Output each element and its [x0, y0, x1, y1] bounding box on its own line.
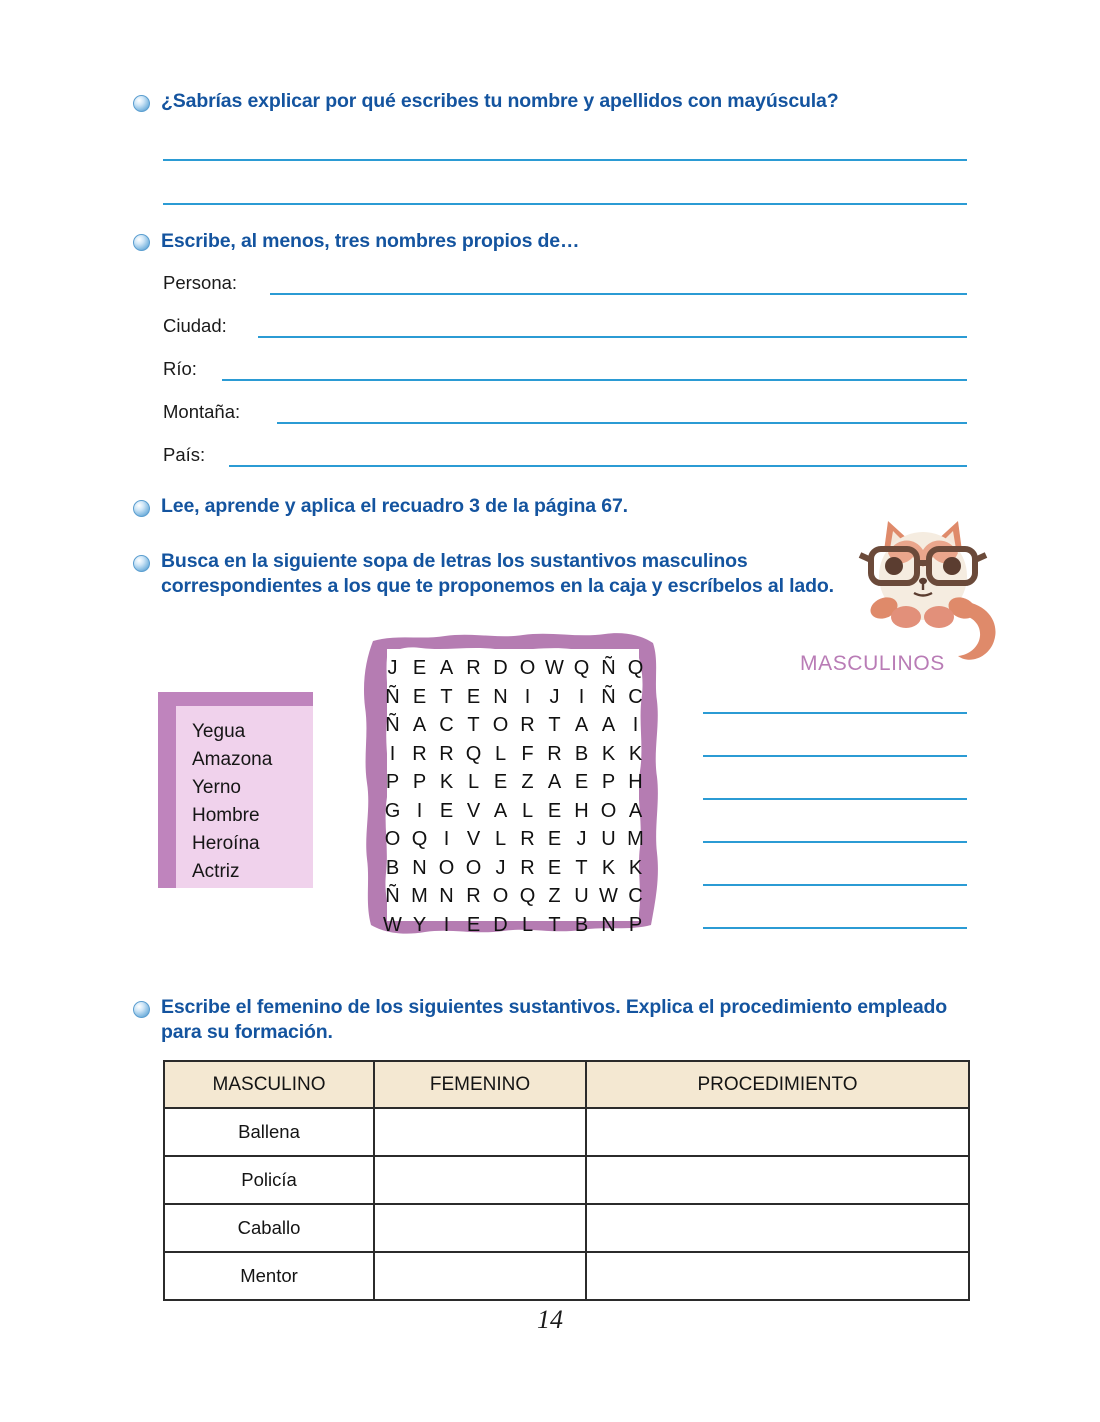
word-list-box-face	[176, 706, 313, 888]
word-search-cell[interactable]: K	[439, 771, 454, 793]
word-search-cell[interactable]: P	[412, 771, 427, 793]
word-search-cell[interactable]: E	[412, 685, 427, 708]
word-search-cell[interactable]: J	[576, 828, 587, 850]
word-search-cell[interactable]: Ñ	[385, 714, 400, 736]
word-search-cell[interactable]: P	[628, 913, 643, 936]
word-search-cell[interactable]: A	[601, 714, 616, 736]
word-search-cell[interactable]: V	[466, 799, 481, 822]
field-line-rio[interactable]	[222, 379, 967, 381]
masculinos-answer-line[interactable]	[703, 712, 967, 714]
question-3-text: Lee, aprende y aplica el recuadro 3 de la página 67.	[161, 495, 628, 517]
word-search-cell[interactable]: C	[439, 714, 454, 736]
word-search-cell[interactable]: E	[466, 913, 481, 936]
word-search-cell[interactable]: E	[493, 771, 508, 793]
word-search-cell[interactable]: W	[545, 657, 564, 679]
answer-line[interactable]	[163, 159, 967, 161]
word-list-item: Yerno	[192, 777, 241, 798]
word-search-cell[interactable]: B	[574, 742, 589, 765]
table-row	[164, 1156, 969, 1204]
word-search-cell[interactable]: R	[466, 885, 481, 907]
word-search-cell[interactable]: L	[494, 828, 507, 850]
cell-masculino: Caballo	[164, 1204, 374, 1252]
word-search-cell[interactable]: W	[383, 913, 402, 936]
word-list-item: Actriz	[192, 861, 240, 882]
table-row	[164, 1108, 969, 1156]
question-4-text: Busca en la siguiente sopa de letras los sustantivos masculinos correspondientes a los que te proponemos en la caja y escríbelos al lado.	[161, 550, 834, 597]
word-list-item: Yegua	[192, 721, 246, 742]
word-search-cell[interactable]: Ñ	[601, 685, 616, 708]
word-search-cell[interactable]: K	[601, 742, 616, 765]
answer-line[interactable]	[163, 203, 967, 205]
word-search-cell[interactable]: I	[578, 685, 585, 708]
word-search-cell[interactable]: O	[492, 714, 509, 736]
cell-masculino: Mentor	[164, 1252, 374, 1300]
word-list-box-top-edge	[158, 692, 313, 706]
cell-procedimiento[interactable]	[586, 1156, 969, 1204]
word-search-cell[interactable]: A	[547, 771, 562, 793]
word-search-cell[interactable]: I	[524, 685, 531, 708]
word-search-cell[interactable]: G	[384, 799, 401, 822]
word-list-item: Heroína	[192, 833, 260, 854]
word-search-cell[interactable]: Q	[465, 742, 482, 765]
word-search-cell[interactable]: E	[547, 799, 562, 822]
word-search-cell[interactable]: N	[412, 856, 427, 879]
field-line-persona[interactable]	[270, 293, 967, 295]
cell-masculino: Policía	[164, 1156, 374, 1204]
table-row	[164, 1252, 969, 1300]
word-search-cell[interactable]: E	[547, 828, 562, 850]
page-number: 14	[537, 1305, 563, 1334]
word-search-cell[interactable]: H	[574, 799, 589, 822]
word-search-cell[interactable]: O	[465, 856, 482, 879]
word-search-cell[interactable]: N	[439, 885, 454, 907]
field-label-rio: Río:	[163, 358, 197, 379]
word-search-cell[interactable]: O	[600, 799, 617, 822]
word-search-cell[interactable]: Q	[627, 657, 644, 679]
word-search-cell[interactable]: P	[385, 771, 400, 793]
cell-procedimiento[interactable]	[586, 1204, 969, 1252]
word-list-item: Hombre	[192, 805, 260, 826]
field-line-ciudad[interactable]	[258, 336, 967, 338]
cell-femenino[interactable]	[374, 1108, 586, 1156]
word-search-cell[interactable]: Z	[521, 771, 534, 793]
masculinos-answer-line[interactable]	[703, 884, 967, 886]
word-search-cell[interactable]: U	[601, 828, 616, 850]
question-5-text: Escribe el femenino de los siguientes sustantivos. Explica el procedimiento empleado para su formación.	[161, 996, 948, 1043]
word-search-cell[interactable]: V	[466, 828, 481, 850]
word-search-cell[interactable]: M	[627, 828, 644, 850]
cell-femenino[interactable]	[374, 1156, 586, 1204]
bullet-sphere-icon	[133, 555, 150, 572]
word-search-cell[interactable]: I	[389, 742, 396, 765]
word-search-cell[interactable]: W	[599, 885, 618, 907]
word-search-cell[interactable]: U	[574, 885, 589, 907]
word-search-cell[interactable]: R	[520, 856, 535, 879]
word-search-cell[interactable]: L	[494, 742, 507, 765]
word-search-cell[interactable]: I	[632, 714, 639, 736]
word-search-cell[interactable]: E	[547, 856, 562, 879]
word-search-cell[interactable]: F	[521, 742, 534, 765]
word-search-cell[interactable]: E	[439, 799, 454, 822]
answers-heading-masculinos: MASCULINOS	[800, 652, 945, 675]
word-search-cell[interactable]: T	[467, 714, 480, 736]
table-header-masculino: MASCULINO	[164, 1061, 374, 1108]
bullet-sphere-icon	[133, 1001, 150, 1018]
word-list-item: Amazona	[192, 749, 273, 770]
word-search-cell[interactable]: O	[438, 856, 455, 879]
word-search-cell[interactable]: N	[493, 685, 508, 708]
word-search-cell[interactable]: B	[574, 913, 589, 936]
table-header-femenino: FEMENINO	[374, 1061, 586, 1108]
cell-procedimiento[interactable]	[586, 1108, 969, 1156]
question-1-text: ¿Sabrías explicar por qué escribes tu nombre y apellidos con mayúscula?	[161, 90, 839, 112]
word-search-cell[interactable]: A	[493, 799, 508, 822]
question-2-text: Escribe, al menos, tres nombres propios de…	[161, 230, 580, 252]
bullet-sphere-icon	[133, 500, 150, 517]
word-search-cell[interactable]: R	[466, 657, 481, 679]
word-search-cell[interactable]: O	[384, 828, 401, 850]
field-label-persona: Persona:	[163, 272, 238, 293]
word-list-box	[158, 692, 313, 888]
word-search-puzzle[interactable]	[357, 627, 667, 945]
word-search-cell[interactable]: N	[601, 913, 616, 936]
bullet-sphere-icon	[133, 95, 150, 112]
word-search-cell[interactable]: P	[601, 771, 616, 793]
table-header-row	[164, 1061, 969, 1108]
field-label-ciudad: Ciudad:	[163, 315, 227, 336]
cell-femenino[interactable]	[374, 1204, 586, 1252]
word-list	[192, 718, 313, 886]
word-search-cell[interactable]: Y	[412, 913, 427, 936]
masculinos-answer-line[interactable]	[703, 755, 967, 757]
table-header-procedimiento: PROCEDIMIENTO	[586, 1061, 969, 1108]
word-search-cell[interactable]: L	[521, 913, 534, 936]
word-search-cell[interactable]: K	[601, 856, 616, 879]
word-search-cell[interactable]: R	[520, 714, 535, 736]
field-label-pais: País:	[163, 444, 206, 465]
word-search-cell[interactable]: R	[439, 742, 454, 765]
word-search-cell[interactable]: A	[574, 714, 589, 736]
word-search-cell[interactable]: R	[520, 828, 535, 850]
masculinos-answer-line[interactable]	[703, 798, 967, 800]
masculinos-answer-line[interactable]	[703, 841, 967, 843]
word-search-cell[interactable]: Q	[519, 885, 536, 907]
word-search-cell[interactable]: A	[628, 799, 643, 822]
cell-procedimiento[interactable]	[586, 1252, 969, 1300]
word-search-cell[interactable]: T	[440, 685, 453, 708]
word-search-grid[interactable]	[379, 654, 649, 939]
word-search-cell[interactable]: K	[628, 742, 643, 765]
word-search-cell[interactable]: J	[495, 856, 506, 879]
word-search-cell[interactable]: C	[628, 885, 643, 907]
word-search-cell[interactable]: A	[439, 657, 454, 679]
masculinos-answer-line[interactable]	[703, 927, 967, 929]
word-search-cell[interactable]: R	[412, 742, 427, 765]
word-search-cell[interactable]: T	[548, 714, 561, 736]
word-search-cell[interactable]: I	[443, 913, 450, 936]
word-search-cell[interactable]: K	[628, 856, 643, 879]
word-search-cell[interactable]: E	[466, 685, 481, 708]
field-label-montana: Montaña:	[163, 401, 241, 422]
word-search-cell[interactable]: I	[416, 799, 423, 822]
word-search-cell[interactable]: L	[521, 799, 534, 822]
word-search-cell[interactable]: L	[467, 771, 480, 793]
word-search-cell[interactable]: D	[493, 657, 508, 679]
word-list-box-left-edge	[158, 692, 176, 888]
word-search-cell[interactable]: I	[443, 828, 450, 850]
field-line-montana[interactable]	[277, 422, 967, 424]
word-search-cell[interactable]: R	[547, 742, 562, 765]
word-search-cell[interactable]: T	[575, 856, 588, 879]
word-search-cell[interactable]: Ñ	[385, 685, 400, 708]
cat-with-glasses-illustration	[848, 505, 1008, 665]
field-line-pais[interactable]	[229, 465, 967, 467]
table-row	[164, 1204, 969, 1252]
word-search-cell[interactable]: O	[519, 657, 536, 679]
cell-masculino: Ballena	[164, 1108, 374, 1156]
word-search-cell[interactable]: C	[628, 685, 643, 708]
word-search-cell[interactable]: Q	[411, 828, 428, 850]
word-search-cell[interactable]: Q	[573, 657, 590, 679]
word-search-cell[interactable]: O	[492, 885, 509, 907]
cell-femenino[interactable]	[374, 1252, 586, 1300]
word-search-cell[interactable]: E	[412, 657, 427, 679]
word-search-cell[interactable]: J	[387, 657, 398, 679]
word-search-cell[interactable]: Ñ	[601, 657, 616, 679]
word-search-cell[interactable]: Z	[548, 885, 561, 907]
gender-formation-table	[163, 1060, 970, 1301]
bullet-sphere-icon	[133, 234, 150, 251]
word-search-cell[interactable]: T	[548, 913, 561, 936]
word-search-cell[interactable]: H	[628, 771, 643, 793]
word-search-cell[interactable]: M	[411, 885, 428, 907]
word-search-cell[interactable]: E	[574, 771, 589, 793]
word-search-cell[interactable]: Ñ	[385, 885, 400, 907]
word-search-cell[interactable]: D	[493, 913, 508, 936]
word-search-cell[interactable]: A	[412, 714, 427, 736]
word-search-cell[interactable]: B	[385, 856, 400, 879]
word-search-cell[interactable]: J	[549, 685, 560, 708]
